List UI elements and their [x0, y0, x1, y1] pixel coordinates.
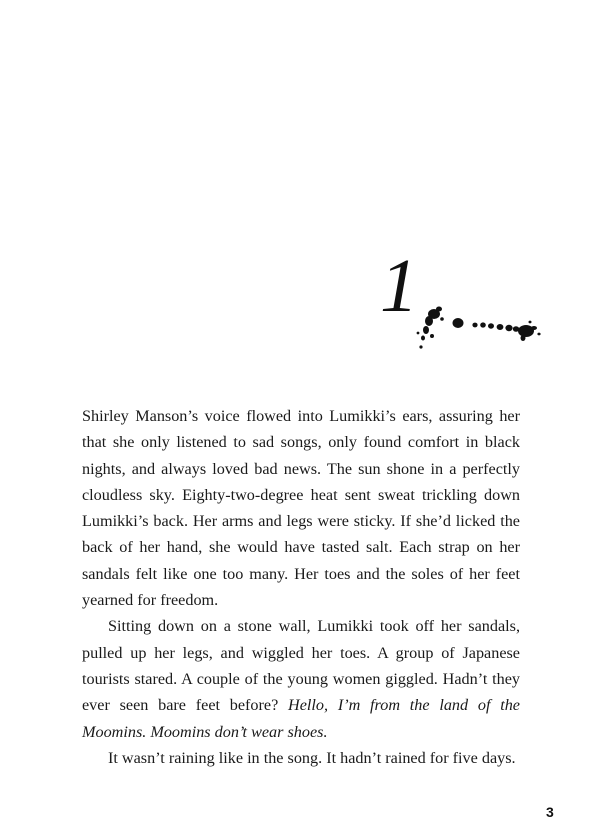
- paragraph-2-text: Sitting down on a stone wall, Lumikki took off her sandals, pulled up her legs, and wiggled her toes. A group of Japanese tourists stared. A couple of the young women giggled. Hadn’t they ever seen bare feet before?: [82, 617, 520, 715]
- chapter-body: [82, 403, 520, 771]
- chapter-number: 1: [380, 244, 418, 328]
- ink-splatter-icon: [412, 300, 544, 362]
- page-number: 3: [546, 804, 554, 820]
- paragraph-2-italic: Hello, I’m from the land of the Moomins. Moomins don’t wear shoes.: [82, 696, 520, 741]
- paragraph-2: [82, 613, 520, 744]
- paragraph-1: Shirley Manson’s voice flowed into Lumikki’s ears, assuring her that she only listened to sad songs, only found comfort in black nights, and always loved bad news. The sun shone in a perfectly cloudless sky. Eighty-two-degree heat sent sweat trickling down Lumikki’s back. Her arms and legs were sticky. If she’d licked the back of her hand, she would have tasted salt. Each strap on her sandals felt like one too many. Her toes and the soles of her feet yearned for freedom.: [82, 407, 520, 610]
- paragraph-3: It wasn’t raining like in the song. It hadn’t rained for five days.: [108, 748, 516, 767]
